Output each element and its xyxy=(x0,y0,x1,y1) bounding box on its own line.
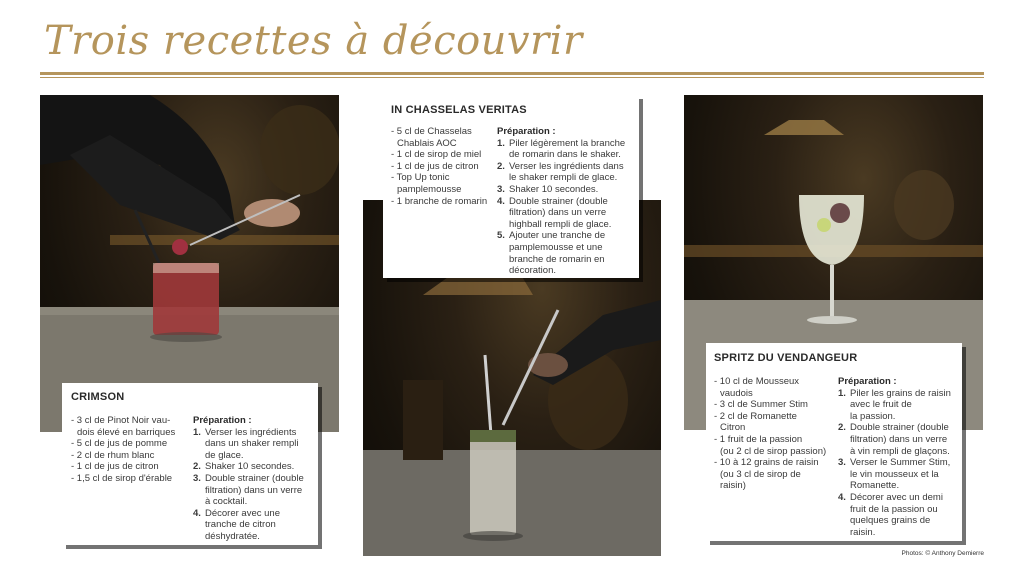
ingredient: - 5 cl de jus de pomme xyxy=(71,438,168,450)
title-rule xyxy=(40,72,984,75)
step: 4. Double strainer (double filtration) dans un verre highball rempli de glace. xyxy=(497,195,612,230)
step: 2. Double strainer (double filtration) dans un verre à vin rempli de glaçons. xyxy=(838,422,950,457)
ingredient: - 1 cl de jus de citron xyxy=(71,461,159,473)
recipe-title: CRIMSON xyxy=(71,391,125,403)
step: 3. Verser le Summer Stim, le vin mousseux et la Romanette. xyxy=(838,457,951,492)
step: 4. Décorer avec un demi fruit de la passion ou quelques grains de raisin. xyxy=(838,491,943,538)
preparation-label: Préparation : xyxy=(193,415,252,426)
ingredient: - 1 cl de jus de citron xyxy=(391,160,479,172)
recipe-card-spritz-du-vendangeur xyxy=(706,343,962,541)
ingredient: - 1,5 cl de sirop d'érable xyxy=(71,472,173,484)
page-title: Trois recettes à découvrir xyxy=(44,18,583,64)
ingredient: - 2 cl de rhum blanc xyxy=(71,449,155,461)
ingredient: - 10 cl de Mousseux xyxy=(714,376,800,387)
step: 4. Décorer avec une tranche de citron déshydratée. xyxy=(193,507,280,542)
ingredient: - 3 cl de Summer Stim xyxy=(714,399,808,411)
step: 5. Ajouter une tranche de pamplemousse et une branche de romarin en décoration. xyxy=(497,230,606,277)
ingredient: - 10 à 12 grains de raisin xyxy=(714,457,819,469)
ingredient: vaudois xyxy=(720,387,753,399)
recipe-title: SPRITZ DU VENDANGEUR xyxy=(714,352,858,364)
step: 1. Piler les grains de raisin avec le fruit de la passion. xyxy=(838,387,951,422)
step: 1. Piler légèrement la branche de romarin dans le shaker. xyxy=(497,137,626,161)
step: 3. Double strainer (double filtration) dans un verre à cocktail. xyxy=(193,472,304,508)
step: 2. Shaker 10 secondes. xyxy=(193,461,295,473)
ingredient-list xyxy=(71,415,175,485)
ingredient-list xyxy=(714,376,826,492)
preparation xyxy=(193,415,304,543)
step: 2. Verser les ingrédients dans le shaker rempli de glace. xyxy=(497,160,624,184)
ingredient-list xyxy=(391,126,487,207)
recipe-card-in-chasselas-veritas xyxy=(383,95,639,278)
recipe-title: IN CHASSELAS VERITAS xyxy=(391,104,527,116)
ingredient: dois élevé en barriques xyxy=(77,426,176,438)
ingredient: raisin) xyxy=(720,480,746,492)
photo-crimson xyxy=(40,95,339,432)
ingredient: - 1 branche de romarin xyxy=(391,195,488,207)
ingredient: (ou 3 cl de sirop de xyxy=(720,468,801,480)
ingredient: - 1 cl de sirop de miel xyxy=(391,149,482,161)
ingredient: - 1 fruit de la passion xyxy=(714,433,803,445)
ingredient: Chablais AOC xyxy=(397,137,457,149)
ingredient: - 5 cl de Chasselas xyxy=(391,126,472,137)
step: 3. Shaker 10 secondes. xyxy=(497,183,599,195)
photo-credit: Photos: © Anthony Demierre xyxy=(901,550,984,557)
recipe-card-crimson xyxy=(62,383,318,545)
preparation xyxy=(497,126,625,277)
ingredient: Citron xyxy=(720,422,746,434)
title-rule-thin xyxy=(40,77,984,78)
preparation-label: Préparation : xyxy=(838,376,897,387)
preparation-label: Préparation : xyxy=(497,126,556,137)
ingredient: (ou 2 cl de sirop passion) xyxy=(720,445,827,457)
ingredient: - 2 cl de Romanette xyxy=(714,410,797,422)
preparation xyxy=(838,376,951,538)
step: 1. Verser les ingrédients dans un shaker rempli de glace. xyxy=(193,426,299,461)
ingredient: - 3 cl de Pinot Noir vau- xyxy=(71,415,171,426)
ingredient: - Top Up tonic xyxy=(391,172,450,184)
ingredient: pamplemousse xyxy=(397,183,462,195)
